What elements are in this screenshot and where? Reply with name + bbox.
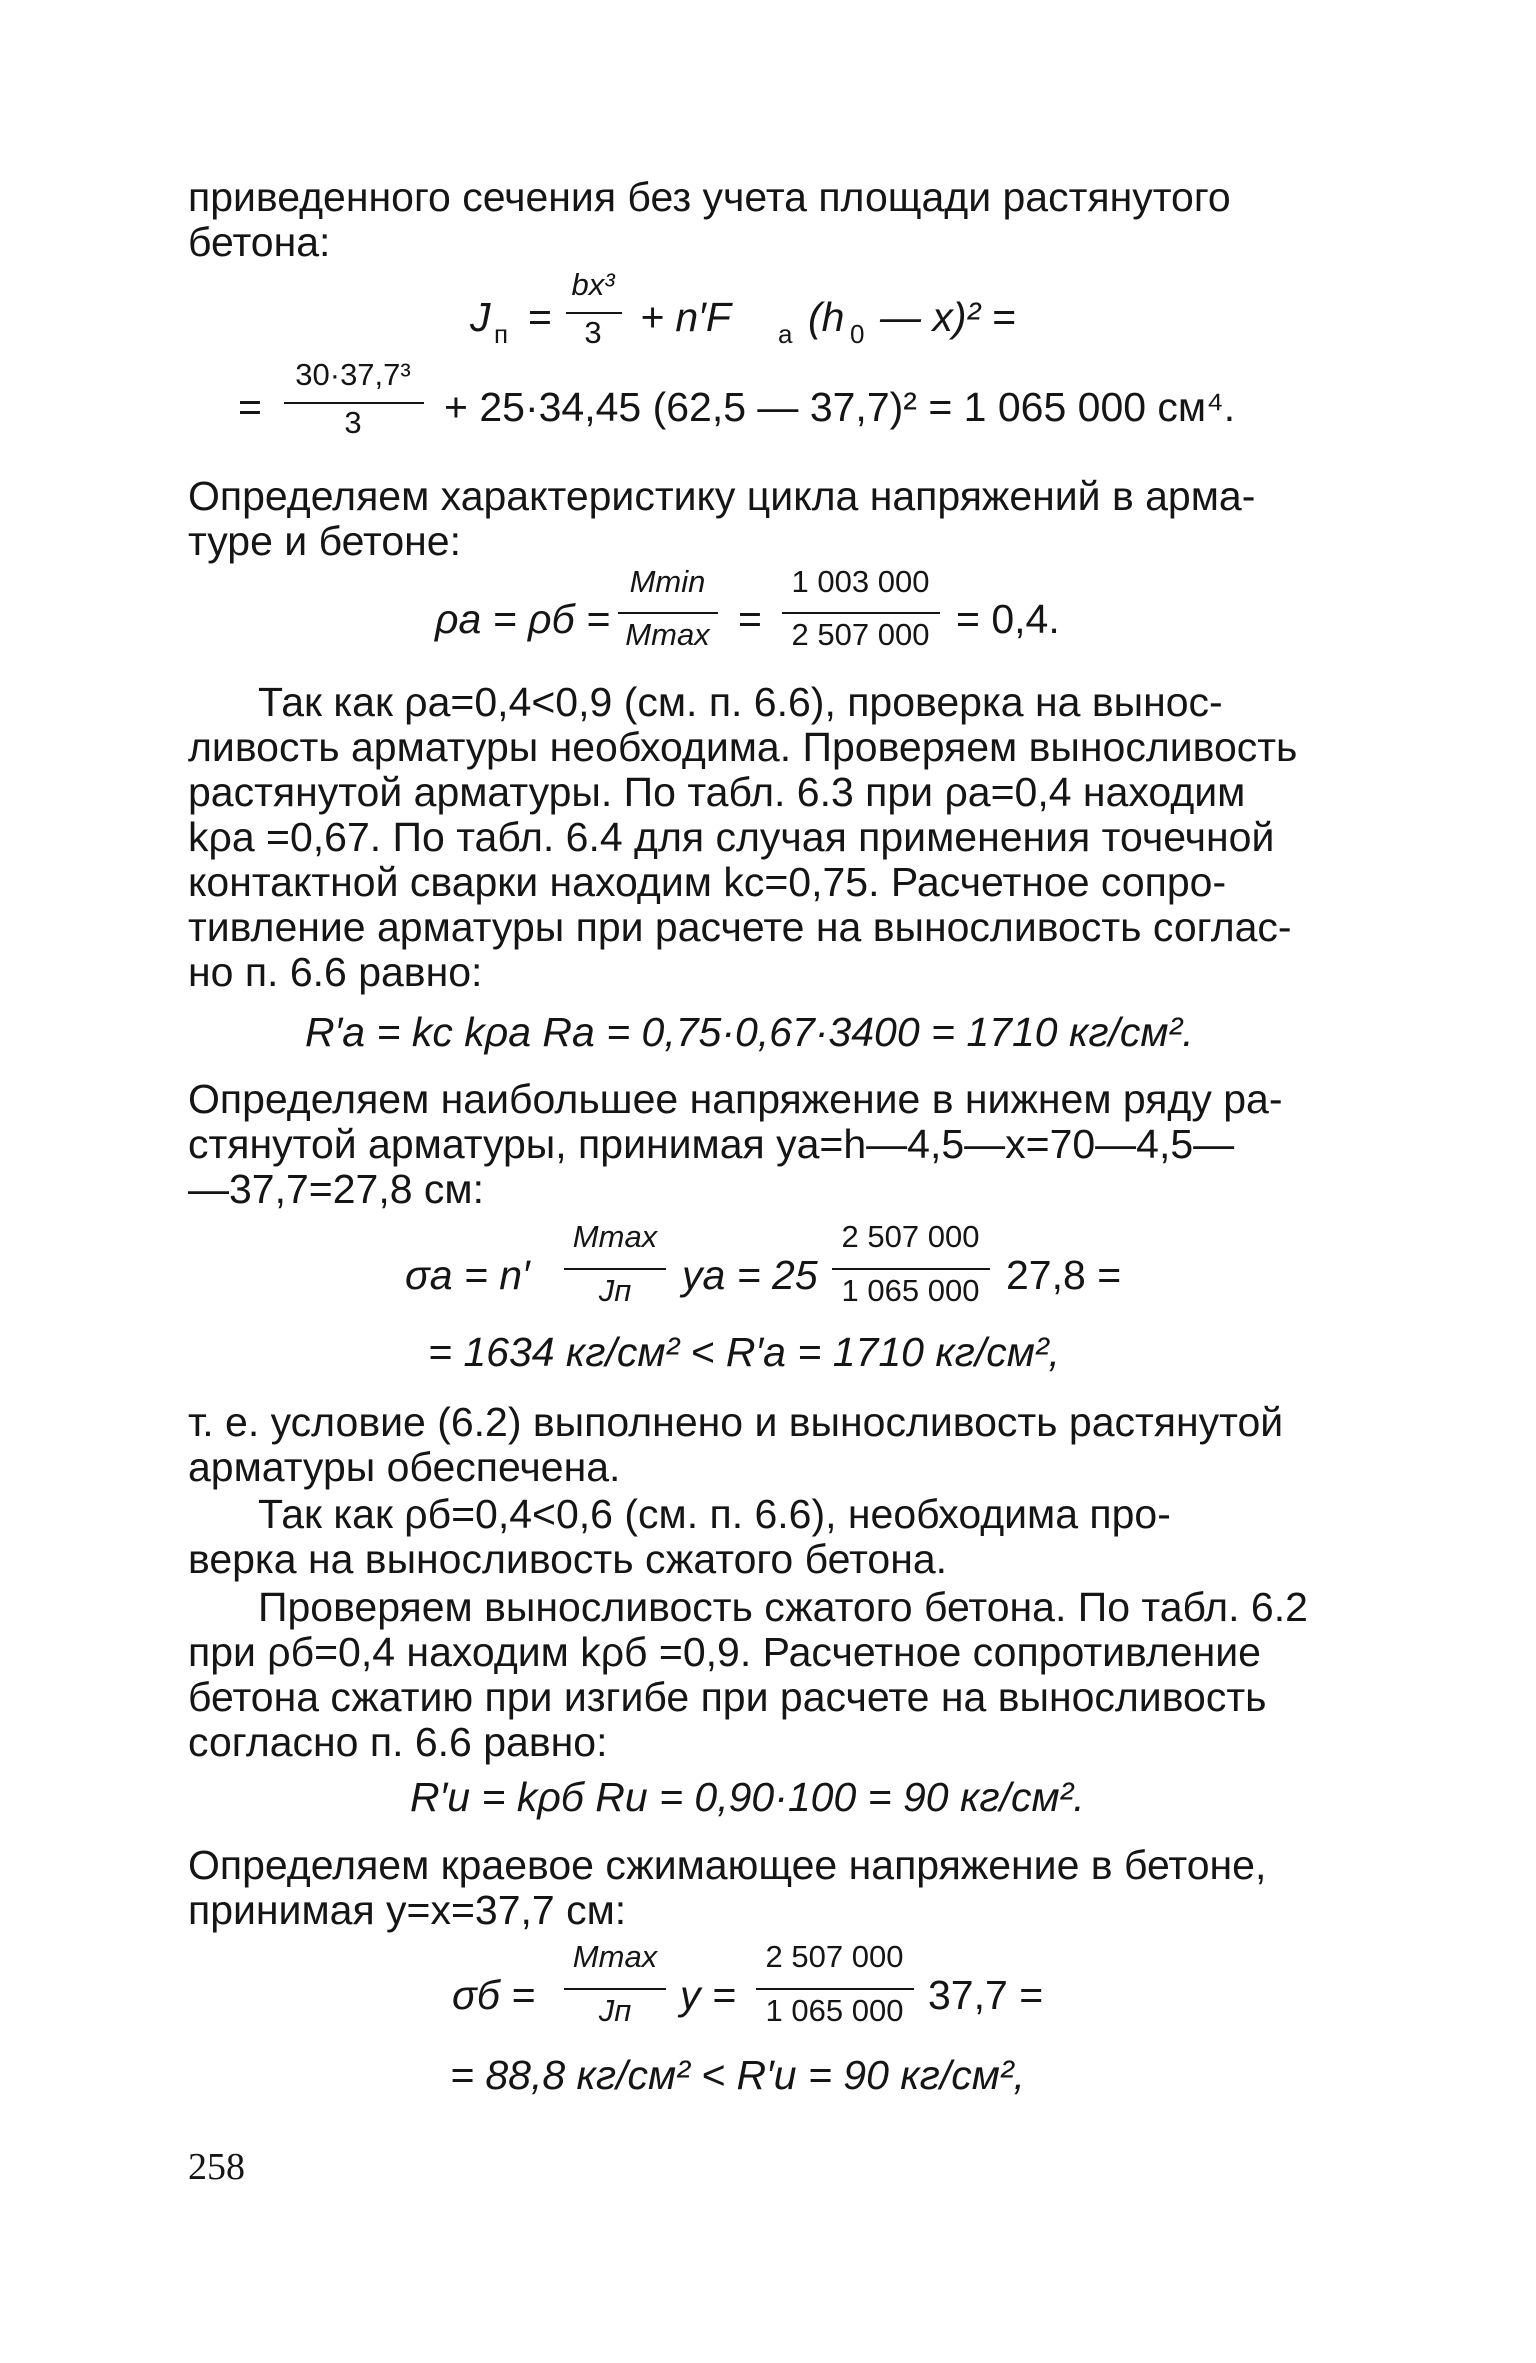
fraction-denominator: 1 065 000 [765,1993,904,2028]
text-line: контактной сварки находим kс=0,75. Расчетное сопро- [188,859,1227,905]
eq-term: ρа = ρб = [435,596,610,642]
fraction-denominator: 2 507 000 [791,617,930,652]
eq-term: + n′F [640,294,731,340]
eq-symbol: J [470,294,491,340]
text-line: Проверяем выносливость сжатого бетона. По табл. 6.2 [258,1584,1308,1630]
fraction-bar [564,1988,666,1990]
fraction-numerator: 2 507 000 [841,1219,980,1254]
eq-term: yа = 25 [682,1252,818,1298]
page-number: 258 [188,2146,245,2188]
eq-term: σб = [452,1972,536,2018]
text-line: Так как ρб=0,4<0,6 (см. п. 6.6), необходима про- [258,1491,1171,1537]
fraction-denominator: 1 065 000 [841,1273,980,1308]
fraction-bar [756,1988,914,1990]
eq-term: + 25·34,45 (62,5 — 37,7)² = 1 065 000 см⁴. [444,384,1236,430]
text-line: согласно п. 6.6 равно: [188,1719,608,1765]
text-line: Определяем характеристику цикла напряжений в арма- [188,473,1256,519]
text-line: верка на выносливость сжатого бетона. [188,1536,948,1582]
fraction-numerator: 2 507 000 [765,1939,904,1974]
text-line: Определяем наибольшее напряжение в нижнем ряду ра- [188,1076,1283,1122]
fraction-bar [564,1268,666,1270]
fraction-denominator: Mmax [625,617,710,652]
eq-subscript: п [494,319,509,349]
equation-concrete-result: = 88,8 кг/см² < R′и = 90 кг/см², [450,2052,1025,2098]
fraction-denominator: 3 [344,405,362,440]
fraction-numerator: Mmax [572,1939,658,1974]
fraction-bar [782,612,940,614]
eq-term: (h [808,294,845,340]
text-line: туре и бетоне: [188,518,461,564]
eq-term: — x)² = [880,294,1016,340]
eq-term: σа = n′ [405,1252,530,1298]
text-line: приведенного сечения без учета площади растянутого [188,174,1231,220]
eq-term: 37,7 = [928,1972,1044,2018]
eq-term: 27,8 = [1006,1252,1122,1298]
text-line: бетона сжатию при изгибе при расчете на выносливость [188,1674,1267,1720]
fraction-bar [566,312,622,314]
equation-stress-result: = 1634 кг/см² < R′а = 1710 кг/см², [428,1329,1060,1375]
text-line: Так как ρа=0,4<0,9 (см. п. 6.6), проверка на вынос- [258,679,1223,725]
fraction-bar [832,1268,990,1270]
fraction-denominator: Jп [598,1273,632,1308]
fraction-bar [618,612,718,614]
text-line: стянутой арматуры, принимая yа=h—4,5—x=70—4,5— [188,1121,1235,1167]
fraction-denominator: 3 [584,315,602,350]
eq-subscript: а [778,319,793,349]
fraction-numerator: Mmin [629,564,706,599]
eq-sign: = [738,596,762,642]
text-line: ливость арматуры необходима. Проверяем выносливость [188,724,1298,770]
fraction-denominator: Jп [598,1993,632,2028]
fraction-numerator: bx³ [571,267,615,302]
fraction-bar [284,402,424,404]
fraction-numerator: Mmax [572,1219,658,1254]
text-line: принимая y=x=37,7 см: [188,1887,627,1933]
eq-term: = 0,4. [956,596,1060,642]
eq-term: y = [680,1972,736,2018]
equation-reinforcement-resistance: R′а = kс kρа Rа = 0,75·0,67·3400 = 1710 кг/см². [305,1009,1194,1055]
text-line: Определяем краевое сжимающее напряжение в бетоне, [188,1842,1267,1888]
eq-sign: = [238,384,262,430]
text-line: тивление арматуры при расчете на выносливость соглас- [188,904,1292,950]
fraction-numerator: 1 003 000 [791,564,930,599]
text-line: при ρб=0,4 находим kρб =0,9. Расчетное сопротивление [188,1629,1261,1675]
eq-subscript: 0 [850,319,865,349]
text-line: kρа =0,67. По табл. 6.4 для случая применения точечной [188,814,1275,860]
text-line: но п. 6.6 равно: [188,949,483,995]
text-line: бетона: [188,219,331,265]
text-line: т. е. условие (6.2) выполнено и выносливость растянутой [188,1399,1284,1445]
eq-sign: = [528,294,552,340]
text-line: арматуры обеспечена. [188,1444,621,1490]
text-line: растянутой арматуры. По табл. 6.3 при ρа=0,4 находим [188,769,1246,815]
equation-concrete-resistance: R′и = kρб Rи = 0,90·100 = 90 кг/см². [410,1774,1085,1820]
fraction-numerator: 30·37,7³ [295,357,411,392]
text-line: —37,7=27,8 см: [188,1166,485,1212]
